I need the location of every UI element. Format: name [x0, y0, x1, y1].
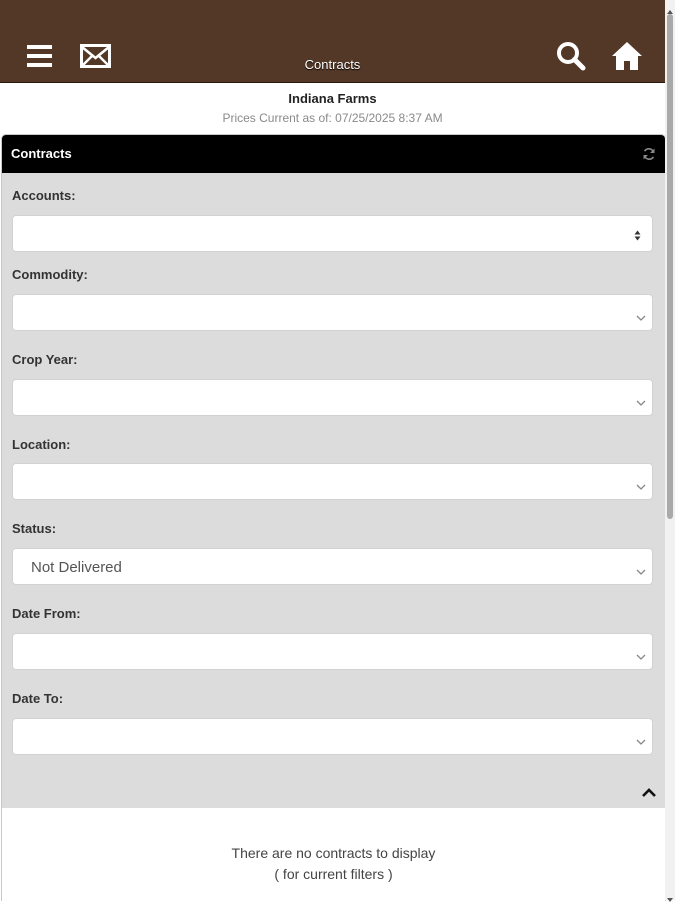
empty-state-subtext: ( for current filters ) [274, 866, 393, 882]
crop-year-select[interactable] [12, 379, 653, 416]
chevron-down-icon [635, 648, 647, 666]
status-label: Status: [12, 521, 57, 536]
location-select[interactable] [12, 463, 653, 500]
chevron-down-icon [635, 563, 647, 581]
date-from-label: Date From: [12, 606, 81, 621]
prices-current-timestamp: Prices Current as of: 07/25/2025 8:37 AM [222, 111, 443, 125]
empty-state-message: There are no contracts to display [231, 845, 436, 861]
date-from-select[interactable] [12, 633, 653, 670]
contracts-panel [1, 134, 666, 901]
organization-name: Indiana Farms [288, 91, 377, 106]
vertical-scrollbar[interactable] [665, 0, 675, 900]
date-to-label: Date To: [12, 691, 64, 706]
chevron-up-icon[interactable] [641, 785, 657, 803]
crop-year-label: Crop Year: [12, 352, 78, 367]
accounts-select[interactable] [12, 215, 653, 252]
panel-title: Contracts [11, 146, 72, 161]
chevron-down-icon [635, 394, 647, 412]
location-label: Location: [12, 437, 71, 452]
date-to-select[interactable] [12, 718, 653, 755]
commodity-label: Commodity: [12, 267, 88, 282]
header-title: Contracts [304, 57, 361, 72]
status-select[interactable] [12, 548, 653, 585]
chevron-down-icon [635, 309, 647, 327]
chevron-down-icon [635, 733, 647, 751]
home-icon[interactable] [611, 40, 643, 77]
scrollbar-thumb[interactable] [667, 14, 673, 519]
sort-updown-icon [634, 228, 641, 246]
status-value: Not Delivered [31, 559, 122, 576]
search-icon[interactable] [556, 41, 586, 76]
refresh-icon[interactable] [642, 147, 656, 166]
panel-header [2, 135, 665, 173]
filters-section [2, 173, 665, 808]
accounts-label: Accounts: [12, 188, 76, 203]
commodity-select[interactable] [12, 294, 653, 331]
top-bar [0, 0, 665, 83]
chevron-down-icon [635, 478, 647, 496]
scroll-down-arrow-icon[interactable] [667, 890, 673, 908]
